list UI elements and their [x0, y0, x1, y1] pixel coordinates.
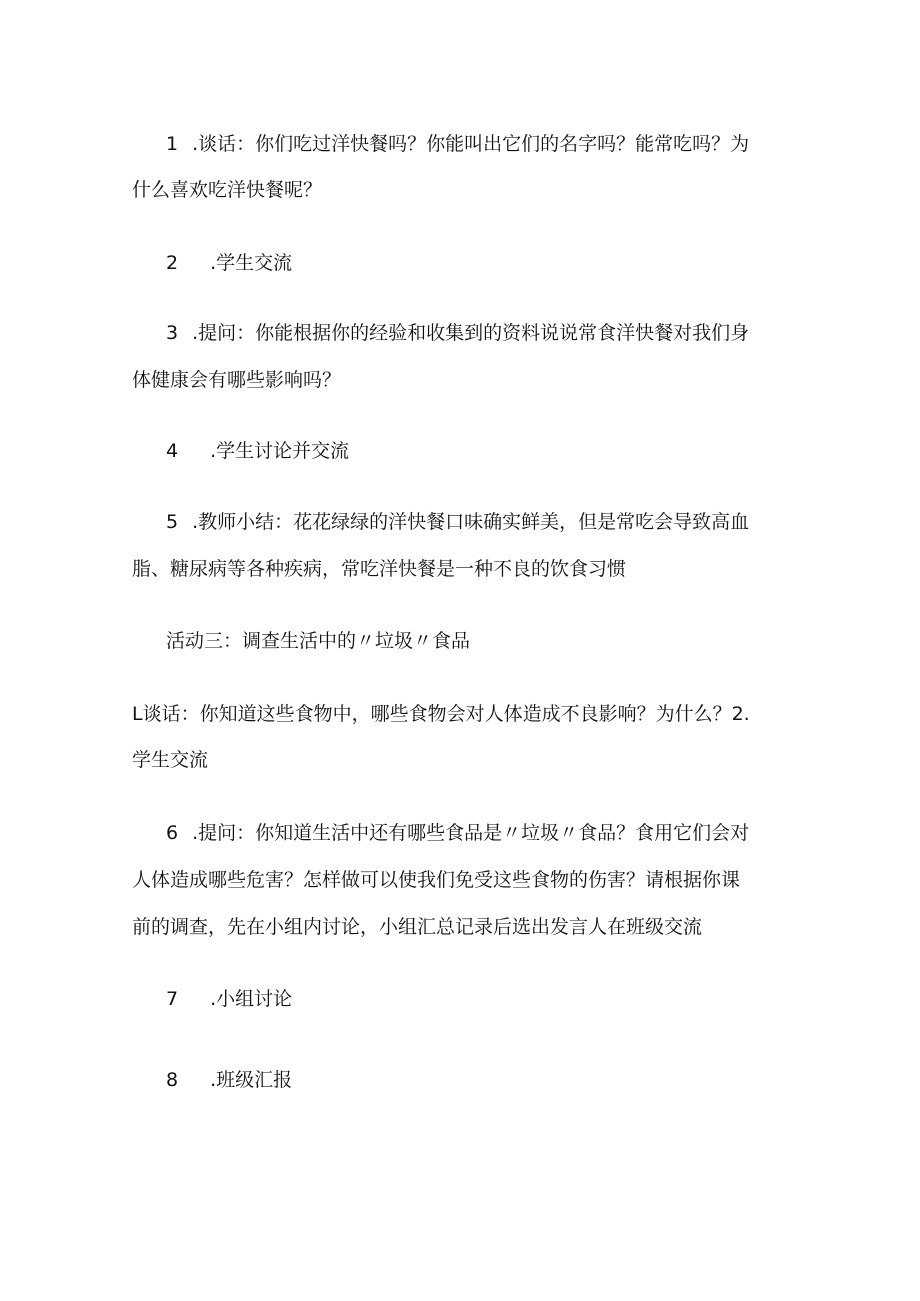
paragraph-2-line-1: [166, 250, 292, 276]
paragraph-5-line-2: [132, 556, 626, 582]
paragraph-text: L谈话：你知道这些食物中，哪些食物会对人体造成不良影响？为什么？2.: [132, 703, 750, 725]
paragraph-5-line-1: [166, 509, 749, 535]
activity-heading: [166, 628, 470, 654]
paragraph-8-line-1: [166, 1067, 292, 1093]
paragraph-text: 学生交流: [132, 749, 209, 771]
paragraph-text: 活动三：调查生活中的〃垃圾〃食品: [166, 630, 471, 652]
paragraph-text: 什么喜欢吃洋快餐呢？: [132, 179, 323, 201]
item-number: 1: [166, 133, 179, 155]
paragraph-6-line-3: [132, 914, 702, 940]
paragraph-text: .教师小结：花花绿绿的洋快餐口味确实鲜美，但是常吃会导致高血: [192, 511, 750, 533]
paragraph-1-line-2: [132, 177, 322, 203]
paragraph-text: .学生交流: [210, 252, 293, 274]
paragraph-3-line-2: [132, 367, 341, 393]
paragraph-l-line-1: [132, 701, 750, 727]
paragraph-text: .谈话：你们吃过洋快餐吗？你能叫出它们的名字吗？能常吃吗？为: [192, 133, 750, 155]
paragraph-text: 脂、糖尿病等各种疾病，常吃洋快餐是一种不良的饮食习惯: [132, 558, 627, 580]
paragraph-3-line-1: [166, 320, 749, 346]
item-number: 8: [166, 1069, 179, 1091]
paragraph-text: 体健康会有哪些影响吗？: [132, 369, 342, 391]
paragraph-6-line-1: [166, 820, 749, 846]
paragraph-text: .学生讨论并交流: [210, 440, 350, 462]
paragraph-text: .提问：你能根据你的经验和收集到的资料说说常食洋快餐对我们身: [192, 322, 750, 344]
paragraph-l-line-2: [132, 747, 208, 773]
paragraph-text: .班级汇报: [210, 1069, 293, 1091]
paragraph-text: 前的调查，先在小组内讨论，小组汇总记录后选出发言人在班级交流: [132, 916, 703, 938]
item-number: 7: [166, 988, 179, 1010]
item-number: 4: [166, 440, 179, 462]
item-number: 6: [166, 822, 179, 844]
paragraph-text: 人体造成哪些危害？怎样做可以使我们免受这些食物的伤害？请根据你课: [132, 869, 741, 891]
paragraph-text: .小组讨论: [210, 988, 293, 1010]
paragraph-4-line-1: [166, 438, 349, 464]
item-number: 2: [166, 252, 179, 274]
paragraph-6-line-2: [132, 867, 740, 893]
item-number: 3: [166, 322, 179, 344]
paragraph-1-line-1: [166, 131, 749, 157]
paragraph-text: .提问：你知道生活中还有哪些食品是〃垃圾〃食品？食用它们会对: [192, 822, 750, 844]
paragraph-7-line-1: [166, 986, 292, 1012]
item-number: 5: [166, 511, 179, 533]
